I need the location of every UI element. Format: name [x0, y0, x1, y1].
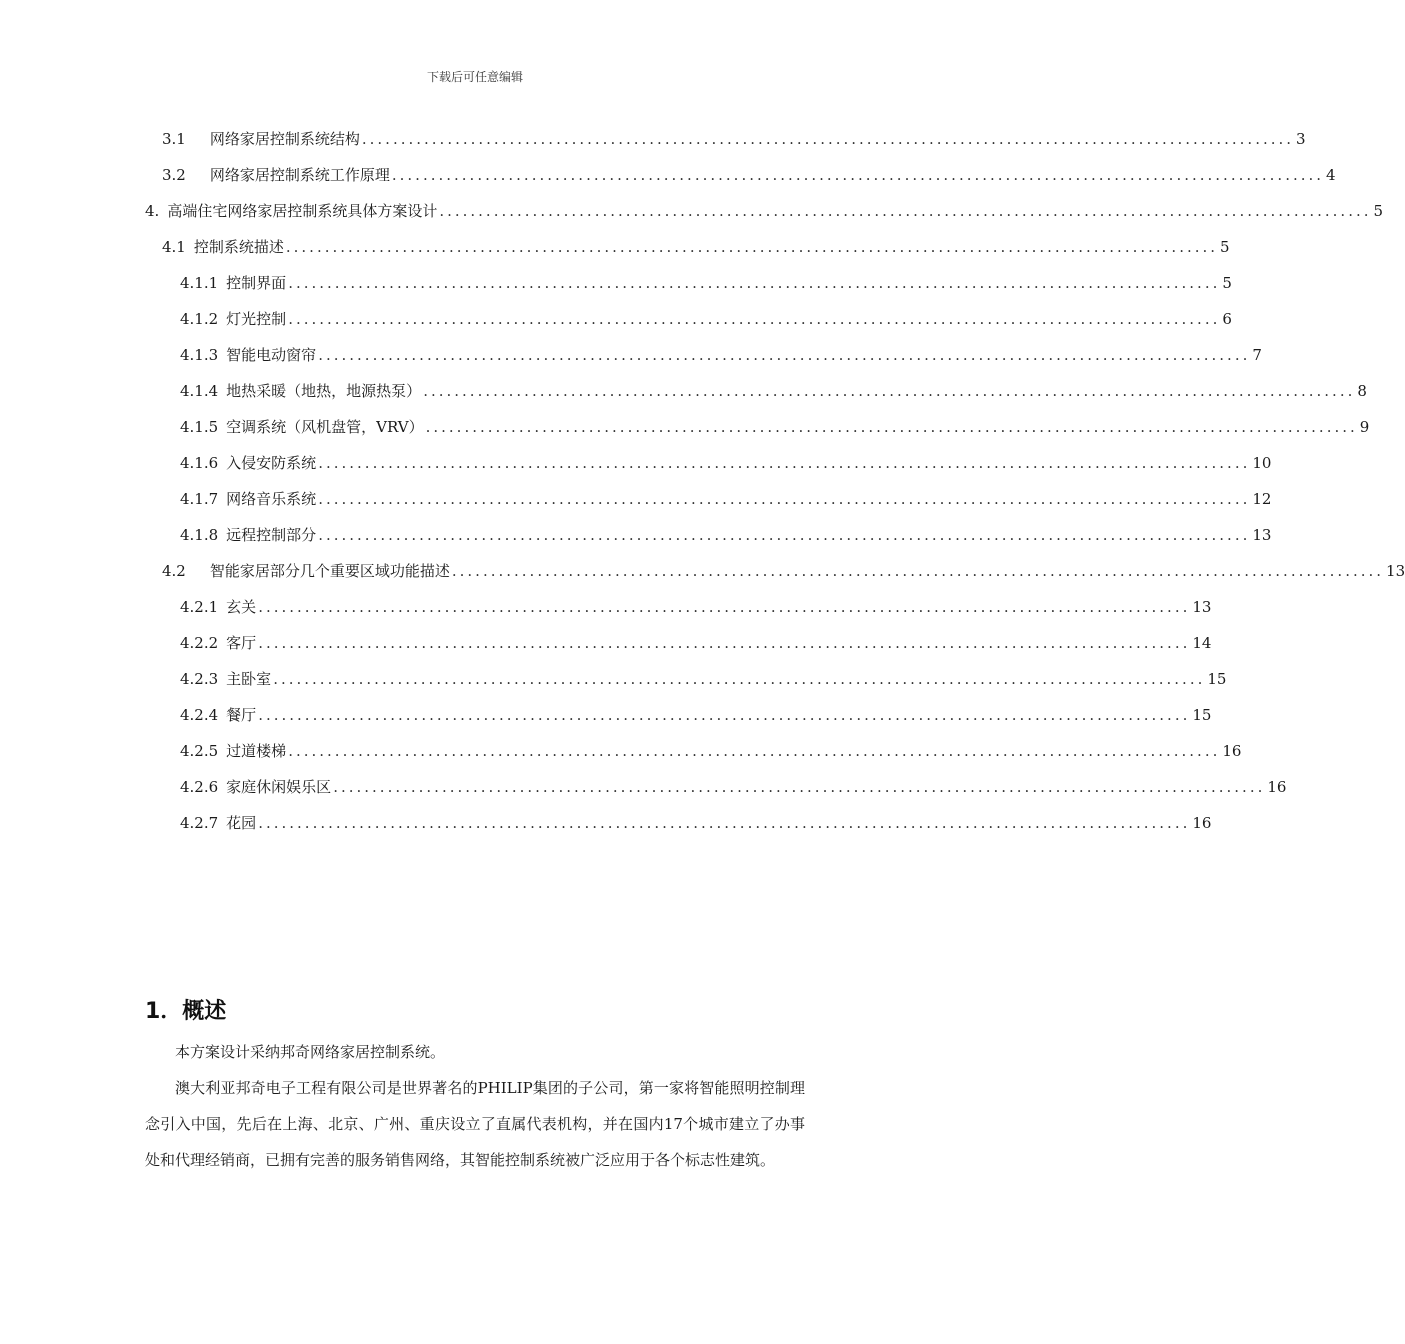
toc-entry-page: 6: [1222, 310, 1232, 328]
toc-entry-title: 网络家居控制系统工作原理: [209, 166, 390, 184]
toc-entry-number: 4.2.4: [180, 706, 219, 724]
toc-entry-title: 入侵安防系统: [226, 454, 317, 472]
toc-entry[interactable]: [180, 776, 1287, 800]
toc-entry-number: 4.2.7: [180, 814, 219, 832]
toc-entry-page: 15: [1207, 670, 1227, 688]
toc-entry-number: 4.: [145, 202, 160, 220]
toc-entry-number: 4.2.1: [180, 598, 219, 616]
toc-entry-number: 4.1: [162, 238, 186, 256]
toc-entry[interactable]: [180, 380, 1367, 404]
toc-leader-dots: ........................................................................................................................: [285, 238, 1219, 256]
toc-entry[interactable]: [180, 740, 1242, 764]
toc-entry-title: 控制界面: [226, 274, 287, 292]
toc-entry-number: 4.1.6: [180, 454, 219, 472]
toc-entry-title: 餐厅: [226, 706, 257, 724]
toc-entry-page: 5: [1222, 274, 1232, 292]
toc-leader-dots: ........................................................................................................................: [439, 202, 1372, 220]
toc-entry[interactable]: [162, 236, 1230, 260]
toc-entry-page: 15: [1192, 706, 1212, 724]
toc-leader-dots: ........................................................................................................................: [425, 418, 1358, 436]
toc-entry[interactable]: [162, 164, 1336, 188]
section-heading: 1．概述: [145, 999, 227, 1024]
toc-entry-number: 3.2: [162, 166, 186, 184]
toc-entry[interactable]: [180, 704, 1212, 728]
toc-entry[interactable]: [180, 344, 1262, 368]
toc-entry[interactable]: [180, 272, 1232, 296]
toc-entry-number: 4.1.1: [180, 274, 219, 292]
toc-leader-dots: ........................................................................................................................: [273, 670, 1206, 688]
toc-leader-dots: ........................................................................................................................: [258, 634, 1191, 652]
toc-leader-dots: ........................................................................................................................: [288, 742, 1221, 760]
toc-entry-title: 远程控制部分: [226, 526, 317, 544]
toc-leader-dots: ........................................................................................................................: [318, 346, 1251, 364]
toc-entry-page: 13: [1192, 598, 1212, 616]
toc-entry[interactable]: [180, 668, 1227, 692]
toc-entry-title: 地热采暖（地热，地源热泵）: [226, 382, 422, 400]
toc-entry-page: 10: [1252, 454, 1272, 472]
toc-entry-page: 5: [1220, 238, 1230, 256]
toc-entry-page: 3: [1296, 130, 1306, 148]
toc-leader-dots: ........................................................................................................................: [361, 130, 1295, 148]
toc-leader-dots: ........................................................................................................................: [423, 382, 1356, 400]
toc-entry-title: 过道楼梯: [226, 742, 287, 760]
toc-entry-page: 7: [1252, 346, 1262, 364]
toc-entry[interactable]: [180, 308, 1232, 332]
toc-entry-number: 4.2.2: [180, 634, 219, 652]
toc-entry[interactable]: [180, 452, 1272, 476]
toc-entry-page: 12: [1252, 490, 1272, 508]
toc-entry-page: 13: [1386, 562, 1405, 580]
toc-entry-title: 网络家居控制系统结构: [209, 130, 360, 148]
toc-entry-title: 网络音乐系统: [226, 490, 317, 508]
toc-entry-title: 玄关: [226, 598, 257, 616]
toc-leader-dots: ........................................................................................................................: [391, 166, 1325, 184]
toc-entry-number: 4.2.5: [180, 742, 219, 760]
toc-entry-title: 智能电动窗帘: [226, 346, 317, 364]
toc-leader-dots: ........................................................................................................................: [318, 490, 1251, 508]
toc-entry[interactable]: [162, 560, 1405, 584]
toc-leader-dots: ........................................................................................................................: [288, 274, 1221, 292]
toc-entry-page: 16: [1222, 742, 1242, 760]
toc-entry-title: 智能家居部分几个重要区域功能描述: [209, 562, 450, 580]
toc-entry-number: 4.1.3: [180, 346, 219, 364]
toc-entry-title: 控制系统描述: [193, 238, 284, 256]
toc-entry-number: 4.1.4: [180, 382, 219, 400]
toc-entry-title: 客厅: [226, 634, 257, 652]
toc-entry-page: 4: [1326, 166, 1336, 184]
toc-leader-dots: ........................................................................................................................: [288, 310, 1221, 328]
toc-entry-number: 4.1.5: [180, 418, 219, 436]
toc-entry-page: 16: [1192, 814, 1212, 832]
toc-entry-number: 3.1: [162, 130, 186, 148]
toc-entry[interactable]: [162, 128, 1306, 152]
toc-leader-dots: ........................................................................................................................: [318, 526, 1251, 544]
toc-entry[interactable]: [180, 632, 1212, 656]
toc-entry[interactable]: [180, 596, 1212, 620]
toc-entry-title: 主卧室: [226, 670, 272, 688]
toc-entry-number: 4.2.6: [180, 778, 219, 796]
toc-leader-dots: ........................................................................................................................: [333, 778, 1266, 796]
toc-entry-number: 4.2: [162, 562, 186, 580]
toc-entry-title: 家庭休闲娱乐区: [226, 778, 332, 796]
toc-entry-number: 4.2.3: [180, 670, 219, 688]
toc-entry-page: 9: [1359, 418, 1370, 436]
toc-entry-number: 4.1.8: [180, 526, 219, 544]
toc-entry-page: 8: [1357, 382, 1367, 400]
body-paragraph: 澳大利亚邦奇电子工程有限公司是世界著名的PHILIP集团的子公司，第一家将智能照明控制理念引入中国，先后在上海、北京、广州、重庆设立了直属代表机构，并在国内17个城市建立了办事处和代理经销商，已拥有完善的服务销售网络，其智能控制系统被广泛应用于各个标志性建筑。: [145, 1079, 805, 1169]
toc-entry-number: 4.1.2: [180, 310, 219, 328]
toc-entry-title: 空调系统（风机盘管，VRV）: [226, 418, 424, 436]
toc-entry[interactable]: [180, 524, 1272, 548]
toc-entry-title: 花园: [226, 814, 257, 832]
toc-entry-page: 14: [1192, 634, 1212, 652]
toc-entry-number: 4.1.7: [180, 490, 219, 508]
toc-leader-dots: ........................................................................................................................: [258, 598, 1191, 616]
toc-leader-dots: ........................................................................................................................: [258, 814, 1191, 832]
toc-entry[interactable]: [180, 812, 1212, 836]
toc-entry-page: 16: [1267, 778, 1287, 796]
toc-entry-page: 13: [1252, 526, 1272, 544]
page-header: 下载后可任意编辑: [426, 70, 523, 84]
toc-entry-page: 5: [1373, 202, 1384, 220]
toc-leader-dots: ........................................................................................................................: [318, 454, 1251, 472]
toc-entry-title: 高端住宅网络家居控制系统具体方案设计: [167, 202, 438, 220]
body-paragraph: 本方案设计采纳邦奇网络家居控制系统。: [175, 1043, 446, 1061]
toc-entry[interactable]: [145, 200, 1384, 224]
toc-entry[interactable]: [180, 488, 1272, 512]
toc-leader-dots: ........................................................................................................................: [451, 562, 1385, 580]
toc-leader-dots: ........................................................................................................................: [258, 706, 1191, 724]
toc-entry-title: 灯光控制: [226, 310, 287, 328]
toc-entry[interactable]: [180, 416, 1370, 440]
